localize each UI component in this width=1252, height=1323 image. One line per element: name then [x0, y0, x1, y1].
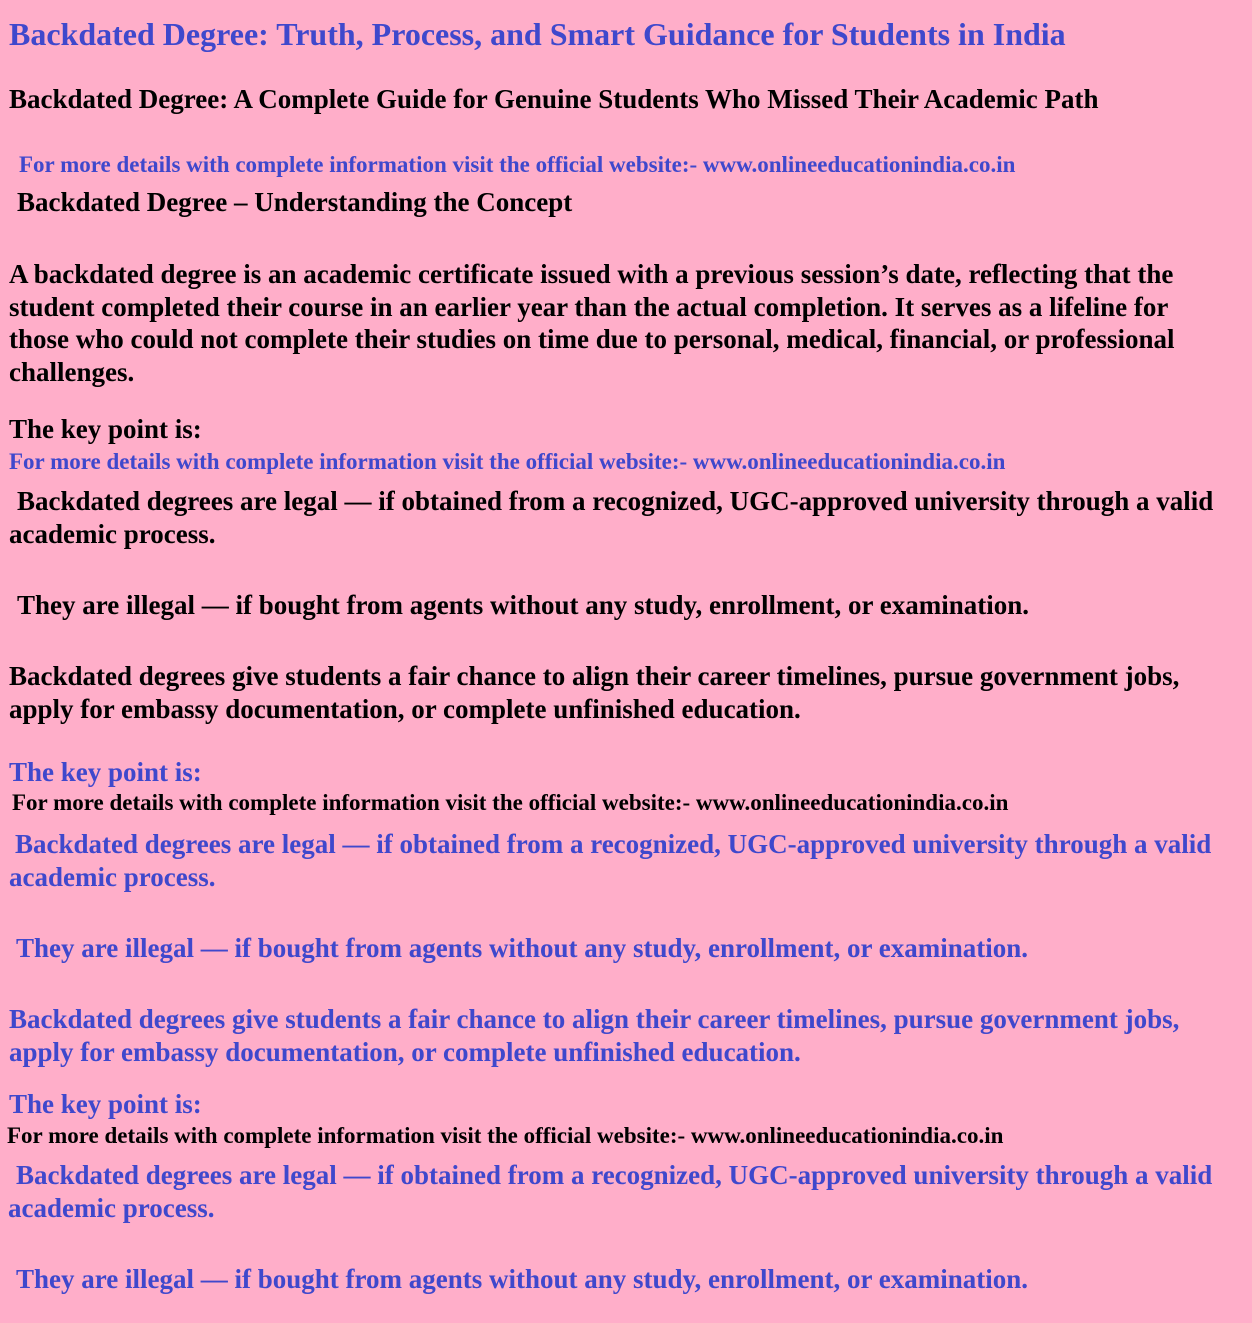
benefit-text-1: Backdated degrees give students a fair chance to align their career timelines, pursue government jobs, apply for embassy documentation, or complete unfinished education.: [9, 661, 1180, 724]
illegal-text-3: They are illegal — if bought from agents without any study, enrollment, or examination.: [16, 1264, 1029, 1294]
key-point-label-2: The key point is:: [9, 757, 202, 787]
website-note-1[interactable]: For more details with complete information visit the official website:- www.onlineeducationindia.co.in: [19, 152, 1016, 177]
illegal-text-2: They are illegal — if bought from agents without any study, enrollment, or examination.: [16, 933, 1029, 963]
website-note-4[interactable]: For more details with complete information visit the official website:- www.onlineeducationindia.co.in: [7, 1123, 1004, 1148]
website-note-3[interactable]: For more details with complete information visit the official website:- www.onlineeducationindia.co.in: [12, 790, 1009, 815]
illegal-text-1: They are illegal — if bought from agents without any study, enrollment, or examination.: [17, 590, 1030, 620]
document-subtitle: Backdated Degree: A Complete Guide for Genuine Students Who Missed Their Academic Path: [9, 84, 1099, 114]
website-note-2[interactable]: For more details with complete information visit the official website:- www.onlineeducationindia.co.in: [9, 449, 1006, 474]
legal-text-2: Backdated degrees are legal — if obtained from a recognized, UGC-approved university through a valid academic process.: [9, 829, 1212, 892]
key-point-label-1: The key point is:: [9, 414, 202, 444]
intro-paragraph: A backdated degree is an academic certificate issued with a previous session’s date, reflecting that the student completed their course in an earlier year than the actual completion. It serves as a lifeline for those who could not complete their studies on time due to personal, medical, financial, or professional challenges.: [9, 259, 1175, 387]
section-heading: Backdated Degree – Understanding the Concept: [17, 187, 573, 217]
page-title: Backdated Degree: Truth, Process, and Smart Guidance for Students in India: [9, 16, 1066, 52]
benefit-text-2: Backdated degrees give students a fair chance to align their career timelines, pursue government jobs, apply for embassy documentation, or complete unfinished education.: [9, 1004, 1180, 1067]
legal-text-3: Backdated degrees are legal — if obtained from a recognized, UGC-approved university through a valid academic process.: [8, 1160, 1213, 1223]
legal-text-1: Backdated degrees are legal — if obtained from a recognized, UGC-approved university through a valid academic process.: [9, 486, 1214, 549]
key-point-label-3: The key point is:: [9, 1089, 202, 1119]
